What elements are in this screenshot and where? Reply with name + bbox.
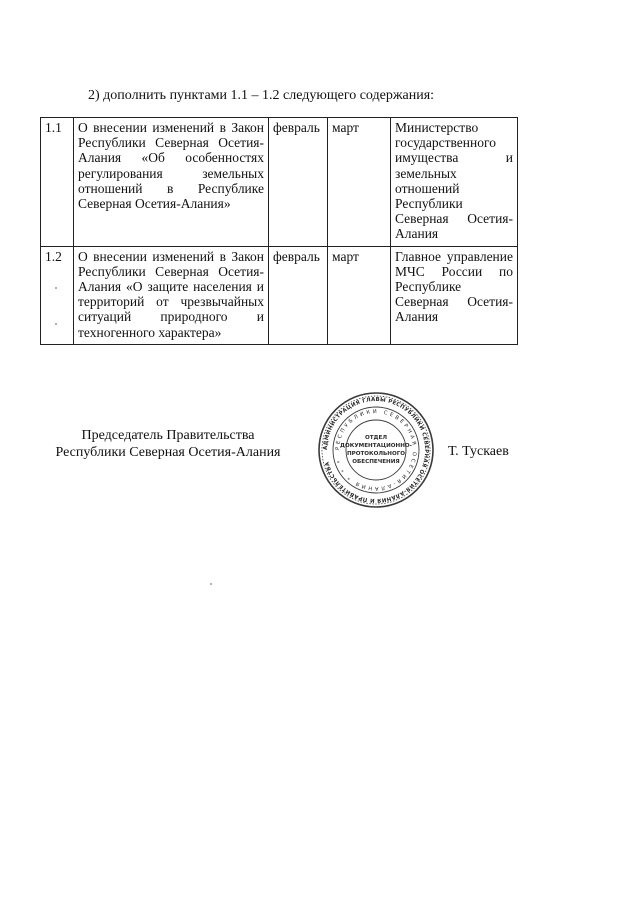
signatory-position-line2: Республики Северная Осетия-Алания [55, 445, 281, 460]
scan-speck [55, 287, 57, 289]
row-executor: Главное управление МЧС России по Республике Северная Осетия-Алания [391, 246, 518, 344]
items-table [40, 117, 518, 345]
svg-text:ПРОТОКОЛЬНОГО: ПРОТОКОЛЬНОГО [346, 451, 406, 457]
svg-text:ОБЕСПЕЧЕНИЯ: ОБЕСПЕЧЕНИЯ [352, 459, 400, 465]
scan-speck [210, 583, 212, 585]
row-title: О внесении изменений в Закон Республики Северная Осетия-Алания «Об особенностях регулирования земельных отношений в Республике Северная Осетия-Алания» [74, 118, 269, 247]
table-row [41, 246, 518, 344]
intro-paragraph: 2) дополнить пунктами 1.1 – 1.2 следующего содержания: [88, 88, 435, 103]
row-start-month: февраль [269, 246, 328, 344]
table-row [41, 118, 518, 247]
row-start-month: февраль [269, 118, 328, 247]
row-title: О внесении изменений в Закон Республики Северная Осетия-Алания «О защите населения и территорий от чрезвычайных ситуаций природного и техногенного характера» [74, 246, 269, 344]
signatory-position [50, 427, 286, 461]
seal-center-lettering [340, 435, 413, 465]
signatory-name: Т. Тускаев [448, 444, 509, 459]
row-number: 1.2 [41, 246, 74, 344]
row-number: 1.1 [41, 118, 74, 247]
seal-inner-ring [346, 420, 406, 480]
scan-speck [55, 323, 57, 325]
row-end-month: март [328, 246, 391, 344]
signatory-position-line1: Председатель Правительства [81, 428, 255, 443]
official-seal [316, 390, 436, 510]
row-executor: Министерство государственного имущества и земельных отношений Республики Северная Осетия-Алания [391, 118, 518, 247]
svg-text:ДОКУМЕНТАЦИОННО-: ДОКУМЕНТАЦИОННО- [340, 443, 412, 449]
seal-outer-lettering: АДМИНИСТРАЦИЯ ГЛАВЫ РЕСПУБЛИКИ СЕВЕРНАЯ ОСЕТИЯ-АЛАНИЯ И ПРАВИТЕЛЬСТВА [322, 396, 430, 504]
row-end-month: март [328, 118, 391, 247]
svg-text:ОТДЕЛ: ОТДЕЛ [364, 435, 388, 441]
seal-middle-lettering: РЕСПУБЛИКИ СЕВЕРНАЯ ОСЕТИЯ-АЛАНИЯ * * * [334, 408, 417, 492]
